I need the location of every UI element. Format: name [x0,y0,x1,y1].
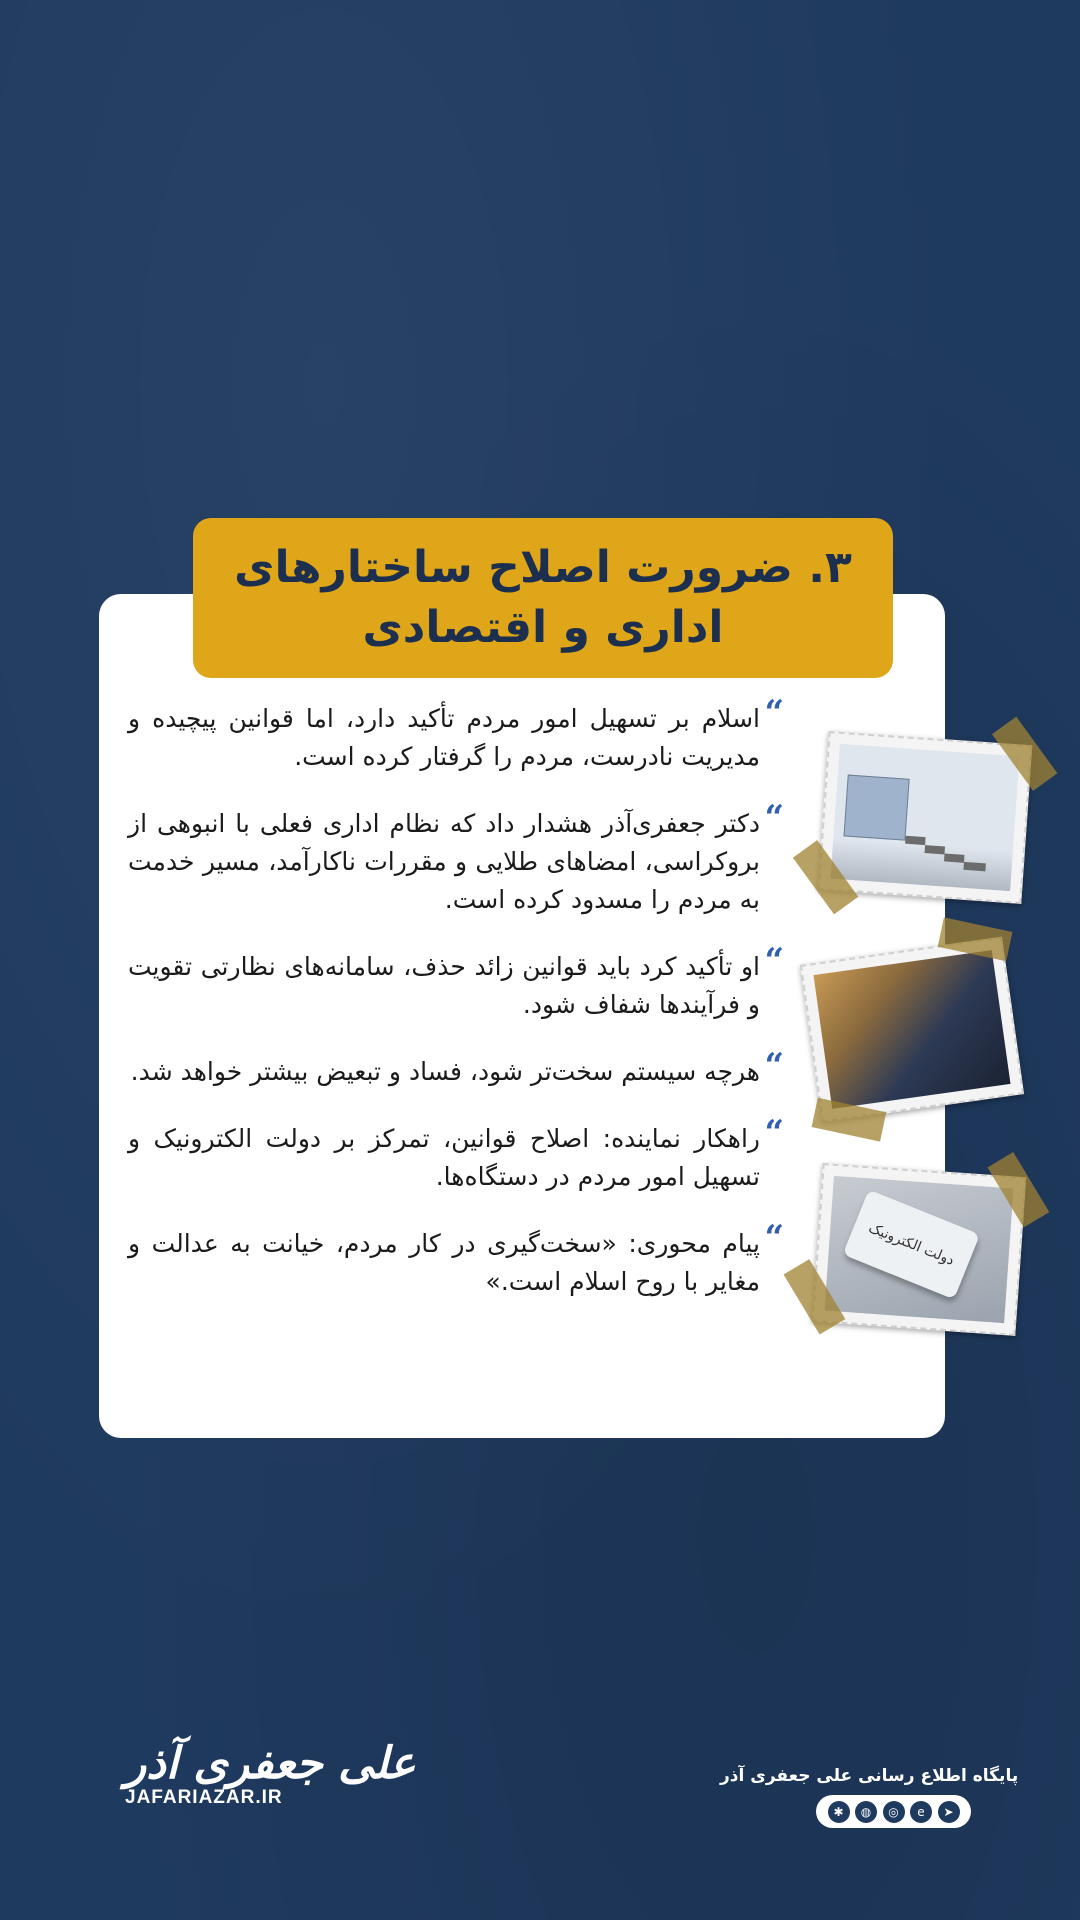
bureaucracy-photo [818,731,1033,904]
point-text: اسلام بر تسهیل امور مردم تأکید دارد، اما قوانین پیچیده و مدیریت نادرست، مردم را گرفتار کرده است. [128,704,760,771]
point-text: راهکار نماینده: اصلاح قوانین، تمرکز بر دولت الکترونیک و تسهیل امور مردم در دستگاه‌ها. [128,1124,760,1191]
points-list [128,693,784,1330]
quote-mark-icon: “ [764,941,784,981]
social-links [816,1795,971,1828]
web-icon[interactable]: ◍ [855,1801,877,1823]
point-item [128,798,784,919]
stair-step [905,836,926,845]
title-line-1: ۳. ضرورت اصلاح ساختارهای [234,542,852,593]
eitaa-icon[interactable]: e [910,1801,932,1823]
telegram-icon[interactable]: ➤ [938,1801,960,1823]
paper-stack [843,775,909,841]
point-text: دکتر جعفری‌آذر هشدار داد که نظام اداری فعلی با انبوهی از بروکراسی، امضاهای طلایی و مقررات ناکارآمد، مسیر خدمت به مردم را مسدود کرده است. [128,809,760,914]
point-item [128,693,784,776]
quote-mark-icon: “ [764,693,784,733]
instagram-icon[interactable]: ◎ [883,1801,905,1823]
point-text: پیام محوری: «سخت‌گیری در کار مردم، خیانت به عدالت و مغایر با روح اسلام است.» [128,1229,760,1296]
handshake-image [813,950,1010,1109]
handshake-photo [800,937,1024,1123]
title-banner [193,518,893,678]
aparat-icon[interactable]: ✱ [828,1801,850,1823]
logo-calligraphy: علی جعفری آذر [125,1738,416,1789]
point-item [128,1113,784,1196]
quote-mark-icon: “ [764,798,784,838]
logo-url[interactable]: JAFARIAZAR.IR [125,1787,283,1808]
point-text: هرچه سیستم سخت‌تر شود، فساد و تبعیض بیشتر خواهد شد. [130,1057,760,1086]
quote-mark-icon: “ [764,1218,784,1258]
point-item [128,941,784,1024]
site-name: پایگاه اطلاع رسانی علی جعفری آذر [720,1766,1019,1786]
quote-mark-icon: “ [764,1113,784,1153]
stair-step [925,845,946,854]
paper-stacks-illustration [831,744,1020,891]
keyboard-key: دولت الکترونیک [843,1190,980,1300]
point-text: او تأکید کرد باید قوانین زائد حذف، سامانه‌های نظارتی تقویت و فرآیندها شفاف شود. [128,952,760,1019]
logo [125,1738,416,1809]
stair-step [963,862,986,872]
stair-step [944,853,965,862]
e-government-photo [812,1163,1027,1336]
point-item [128,1046,784,1091]
title-line-2: اداری و اقتصادی [362,602,724,653]
point-item [128,1218,784,1301]
keyboard-image [825,1176,1014,1323]
quote-mark-icon: “ [764,1046,784,1086]
